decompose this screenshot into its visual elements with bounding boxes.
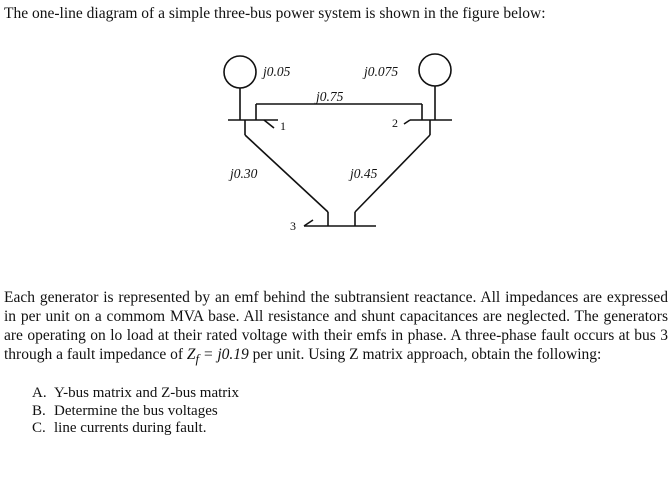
generator-2 [419,54,451,86]
question-text: Determine the bus voltages [54,402,218,419]
bus-1-label: 1 [280,119,286,133]
problem-text-part-2: per unit. Using Z matrix approach, obtain the following: [248,346,602,363]
question-item [32,385,239,403]
fault-impedance-symbol: Z [186,346,196,363]
question-letter: A. [32,385,47,401]
question-item [32,420,239,438]
generator-1 [224,56,256,88]
question-text: Y-bus matrix and Z-bus matrix [54,385,239,401]
bus-2-marker [404,120,410,124]
problem-text-part-1: Each generator is represented by an emf behind the subtransient reactance. All impedances are expressed in per unit on a commom MVA base. All resistance and shunt capacitances are neglected. The generators are operating on lo load at their rated voltage with their emfs in phase. A three-phase fault occurs at bus 3 through a fault impedance of [4,289,668,363]
line-2-3-impedance-label: j0.45 [350,166,378,181]
question-list [32,385,239,438]
question-text: line currents during fault. [54,420,207,436]
fault-impedance-value: = j0.19 [199,346,249,363]
question-item [32,403,239,421]
question-letter: B. [32,402,46,419]
bus-2-label: 2 [392,116,398,130]
problem-description [4,288,668,368]
question-letter: C. [32,420,46,436]
bus-3-label: 3 [290,219,296,233]
line-1-3 [245,135,328,212]
intro-text: The one-line diagram of a simple three-bus power system is shown in the figure below: [4,5,546,22]
line-1-2-impedance-label: j0.75 [316,89,344,104]
bus-3-marker [304,220,313,226]
gen2-impedance-label: j0.075 [364,64,399,79]
line-1-3-impedance-label: j0.30 [230,166,258,181]
bus-1-marker [264,120,274,128]
fault-impedance-subscript: f [195,351,200,367]
gen1-impedance-label: j0.05 [263,64,291,79]
